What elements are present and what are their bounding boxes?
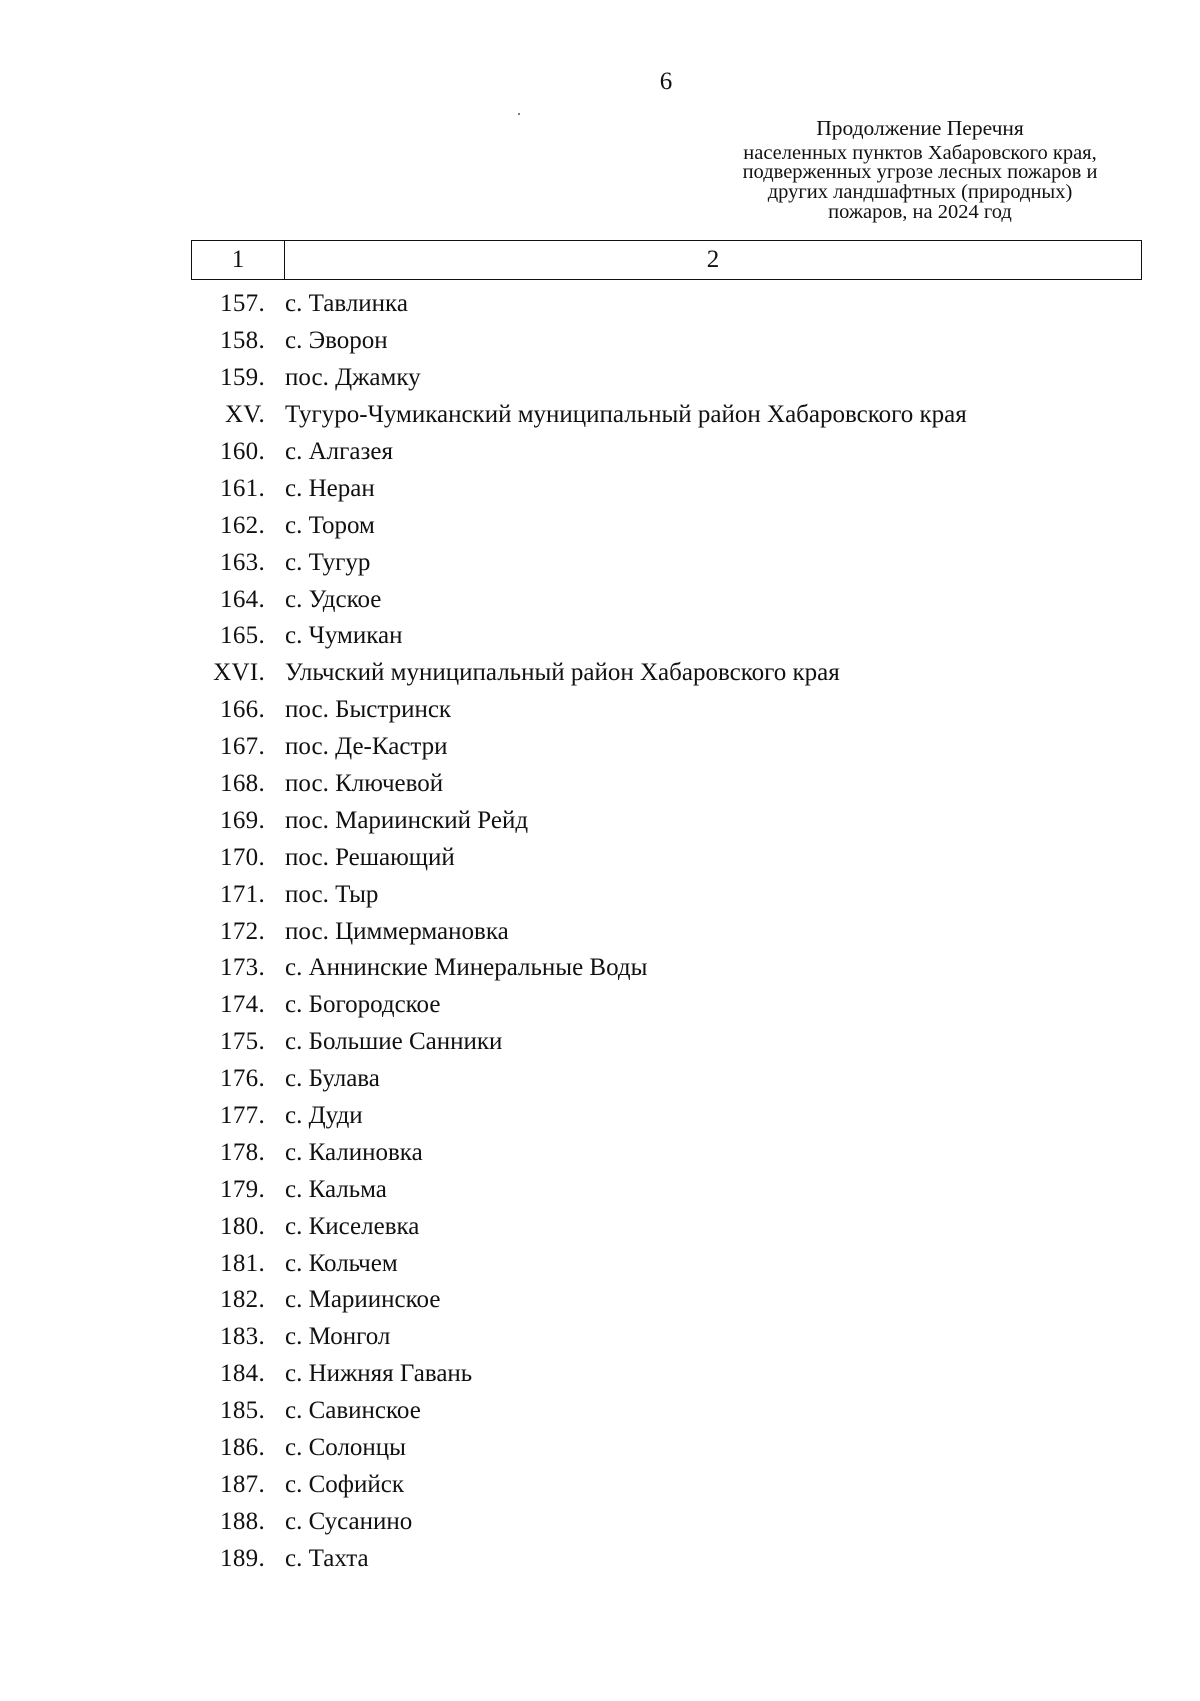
table-row bbox=[191, 839, 1142, 876]
row-settlement-name: с. Дуди bbox=[285, 1102, 363, 1130]
table-row bbox=[191, 1467, 1142, 1504]
row-settlement-name: пос. Быстринск bbox=[285, 696, 452, 724]
row-settlement-name: с. Кольчем bbox=[285, 1249, 398, 1277]
row-settlement-name: с. Аннинские Минеральные Воды bbox=[285, 954, 648, 982]
row-settlement-name: Тугуро-Чумиканский муниципальный район Хабаровского края bbox=[285, 401, 967, 429]
table-row bbox=[191, 581, 1142, 618]
row-settlement-name: с. Чумикан bbox=[285, 622, 403, 650]
table-row bbox=[191, 1356, 1142, 1393]
row-settlement-name: пос. Циммермановка bbox=[285, 917, 509, 945]
table-row bbox=[191, 655, 1142, 692]
table-row bbox=[191, 1430, 1142, 1467]
table-row bbox=[191, 1134, 1142, 1171]
caption-line-5: пожаров, на 2024 год bbox=[828, 200, 1012, 223]
row-number: 164. bbox=[220, 585, 265, 613]
row-number: 185. bbox=[220, 1397, 265, 1425]
row-settlement-name: пос. Джамку bbox=[285, 364, 421, 392]
row-number: 167. bbox=[220, 733, 265, 761]
row-settlement-name: с. Тугур bbox=[285, 548, 371, 576]
row-number: 163. bbox=[220, 548, 265, 576]
row-number: 171. bbox=[220, 880, 265, 908]
row-settlement-name: с. Кальма bbox=[285, 1175, 387, 1203]
caption-line-4: других ландшафтных (природных) bbox=[767, 180, 1073, 203]
row-number: 184. bbox=[220, 1360, 265, 1388]
table-row bbox=[191, 950, 1142, 987]
table-row bbox=[191, 1282, 1142, 1319]
table-row bbox=[191, 802, 1142, 839]
row-settlement-name: пос. Тыр bbox=[285, 880, 379, 908]
row-number: 188. bbox=[220, 1507, 265, 1535]
row-settlement-name: с. Солонцы bbox=[285, 1434, 406, 1462]
table-row bbox=[191, 1503, 1142, 1540]
table-header-row bbox=[191, 240, 1142, 280]
row-settlement-name: с. Большие Санники bbox=[285, 1028, 503, 1056]
row-settlement-name: с. Тавлинка bbox=[285, 290, 408, 318]
table-row bbox=[191, 876, 1142, 913]
table-row bbox=[191, 434, 1142, 471]
row-settlement-name: с. Мариинское bbox=[285, 1286, 441, 1314]
row-number: 178. bbox=[220, 1138, 265, 1166]
table-row bbox=[191, 1208, 1142, 1245]
table-row bbox=[191, 692, 1142, 729]
row-number: 172. bbox=[220, 917, 265, 945]
table-row bbox=[191, 323, 1142, 360]
row-number: 181. bbox=[220, 1249, 265, 1277]
row-settlement-name: с. Эворон bbox=[285, 327, 388, 355]
row-settlement-name: с. Нижняя Гавань bbox=[285, 1360, 473, 1388]
row-settlement-name: пос. Решающий bbox=[285, 843, 455, 871]
caption-line-3: подверженных угрозе лесных пожаров и bbox=[742, 161, 1098, 184]
row-settlement-name: с. Богородское bbox=[285, 991, 441, 1019]
row-number: 183. bbox=[220, 1323, 265, 1351]
row-settlement-name: с. Савинское bbox=[285, 1397, 421, 1425]
table-row bbox=[191, 1061, 1142, 1098]
row-number: 180. bbox=[220, 1212, 265, 1240]
row-settlement-name: с. Киселевка bbox=[285, 1212, 420, 1240]
row-number: 165. bbox=[220, 622, 265, 650]
row-settlement-name: с. Софийск bbox=[285, 1470, 404, 1498]
row-number: 157. bbox=[220, 290, 265, 318]
settlement-list bbox=[191, 286, 1142, 1577]
row-number: 176. bbox=[220, 1065, 265, 1093]
row-settlement-name: с. Неран bbox=[285, 474, 375, 502]
table-row bbox=[191, 1245, 1142, 1282]
row-settlement-name: с. Калиновка bbox=[285, 1138, 423, 1166]
page-number: 6 bbox=[659, 68, 673, 95]
caption-line-1: Продолжение Перечня bbox=[816, 116, 1024, 140]
table-row bbox=[191, 470, 1142, 507]
row-settlement-name: Ульчский муниципальный район Хабаровского края bbox=[285, 659, 840, 687]
document-caption bbox=[690, 118, 1150, 222]
row-number: XVI. bbox=[213, 659, 265, 687]
row-number: 161. bbox=[220, 474, 265, 502]
row-number: 175. bbox=[220, 1028, 265, 1056]
table-row bbox=[191, 286, 1142, 323]
row-settlement-name: с. Тором bbox=[285, 511, 375, 539]
table-row bbox=[191, 987, 1142, 1024]
row-number: 177. bbox=[220, 1102, 265, 1130]
row-number: 174. bbox=[220, 991, 265, 1019]
table-row bbox=[191, 1540, 1142, 1577]
row-settlement-name: с. Сусанино bbox=[285, 1507, 413, 1535]
row-number: 162. bbox=[220, 511, 265, 539]
scan-artifact-dot bbox=[518, 113, 520, 115]
table-row bbox=[191, 544, 1142, 581]
table-row bbox=[191, 1393, 1142, 1430]
table-row bbox=[191, 507, 1142, 544]
table-row bbox=[191, 397, 1142, 434]
table-row bbox=[191, 1171, 1142, 1208]
row-number: 169. bbox=[220, 806, 265, 834]
table-header-col-1: 1 bbox=[192, 241, 285, 279]
table-row bbox=[191, 1098, 1142, 1135]
table-header-col-2: 2 bbox=[706, 246, 720, 273]
row-number: 168. bbox=[220, 770, 265, 798]
row-settlement-name: пос. Мариинский Рейд bbox=[285, 806, 529, 834]
table-row bbox=[191, 766, 1142, 803]
row-number: 158. bbox=[220, 327, 265, 355]
table-row bbox=[191, 729, 1142, 766]
row-number: 160. bbox=[220, 438, 265, 465]
table-row bbox=[191, 1024, 1142, 1061]
row-number: 170. bbox=[220, 843, 265, 871]
table-row bbox=[191, 618, 1142, 655]
row-number: 179. bbox=[220, 1175, 265, 1203]
row-number: 187. bbox=[220, 1470, 265, 1498]
row-settlement-name: с. Монгол bbox=[285, 1323, 391, 1351]
caption-line-2: населенных пунктов Хабаровского края, bbox=[743, 141, 1097, 164]
row-number: 189. bbox=[220, 1544, 265, 1572]
row-number: 173. bbox=[220, 954, 265, 982]
table-row bbox=[191, 360, 1142, 397]
row-settlement-name: с. Алгазея bbox=[285, 438, 393, 465]
row-settlement-name: с. Булава bbox=[285, 1065, 380, 1093]
table-row bbox=[191, 913, 1142, 950]
row-settlement-name: пос. Ключевой bbox=[285, 770, 444, 798]
table-row bbox=[191, 1319, 1142, 1356]
row-number: 182. bbox=[220, 1286, 265, 1314]
row-settlement-name: с. Удское bbox=[285, 585, 382, 613]
row-number: 186. bbox=[220, 1434, 265, 1462]
row-settlement-name: пос. Де-Кастри bbox=[285, 733, 448, 761]
row-number: 159. bbox=[220, 364, 265, 392]
row-settlement-name: с. Тахта bbox=[285, 1544, 369, 1572]
row-number: XV. bbox=[224, 401, 265, 429]
row-number: 166. bbox=[220, 696, 265, 724]
